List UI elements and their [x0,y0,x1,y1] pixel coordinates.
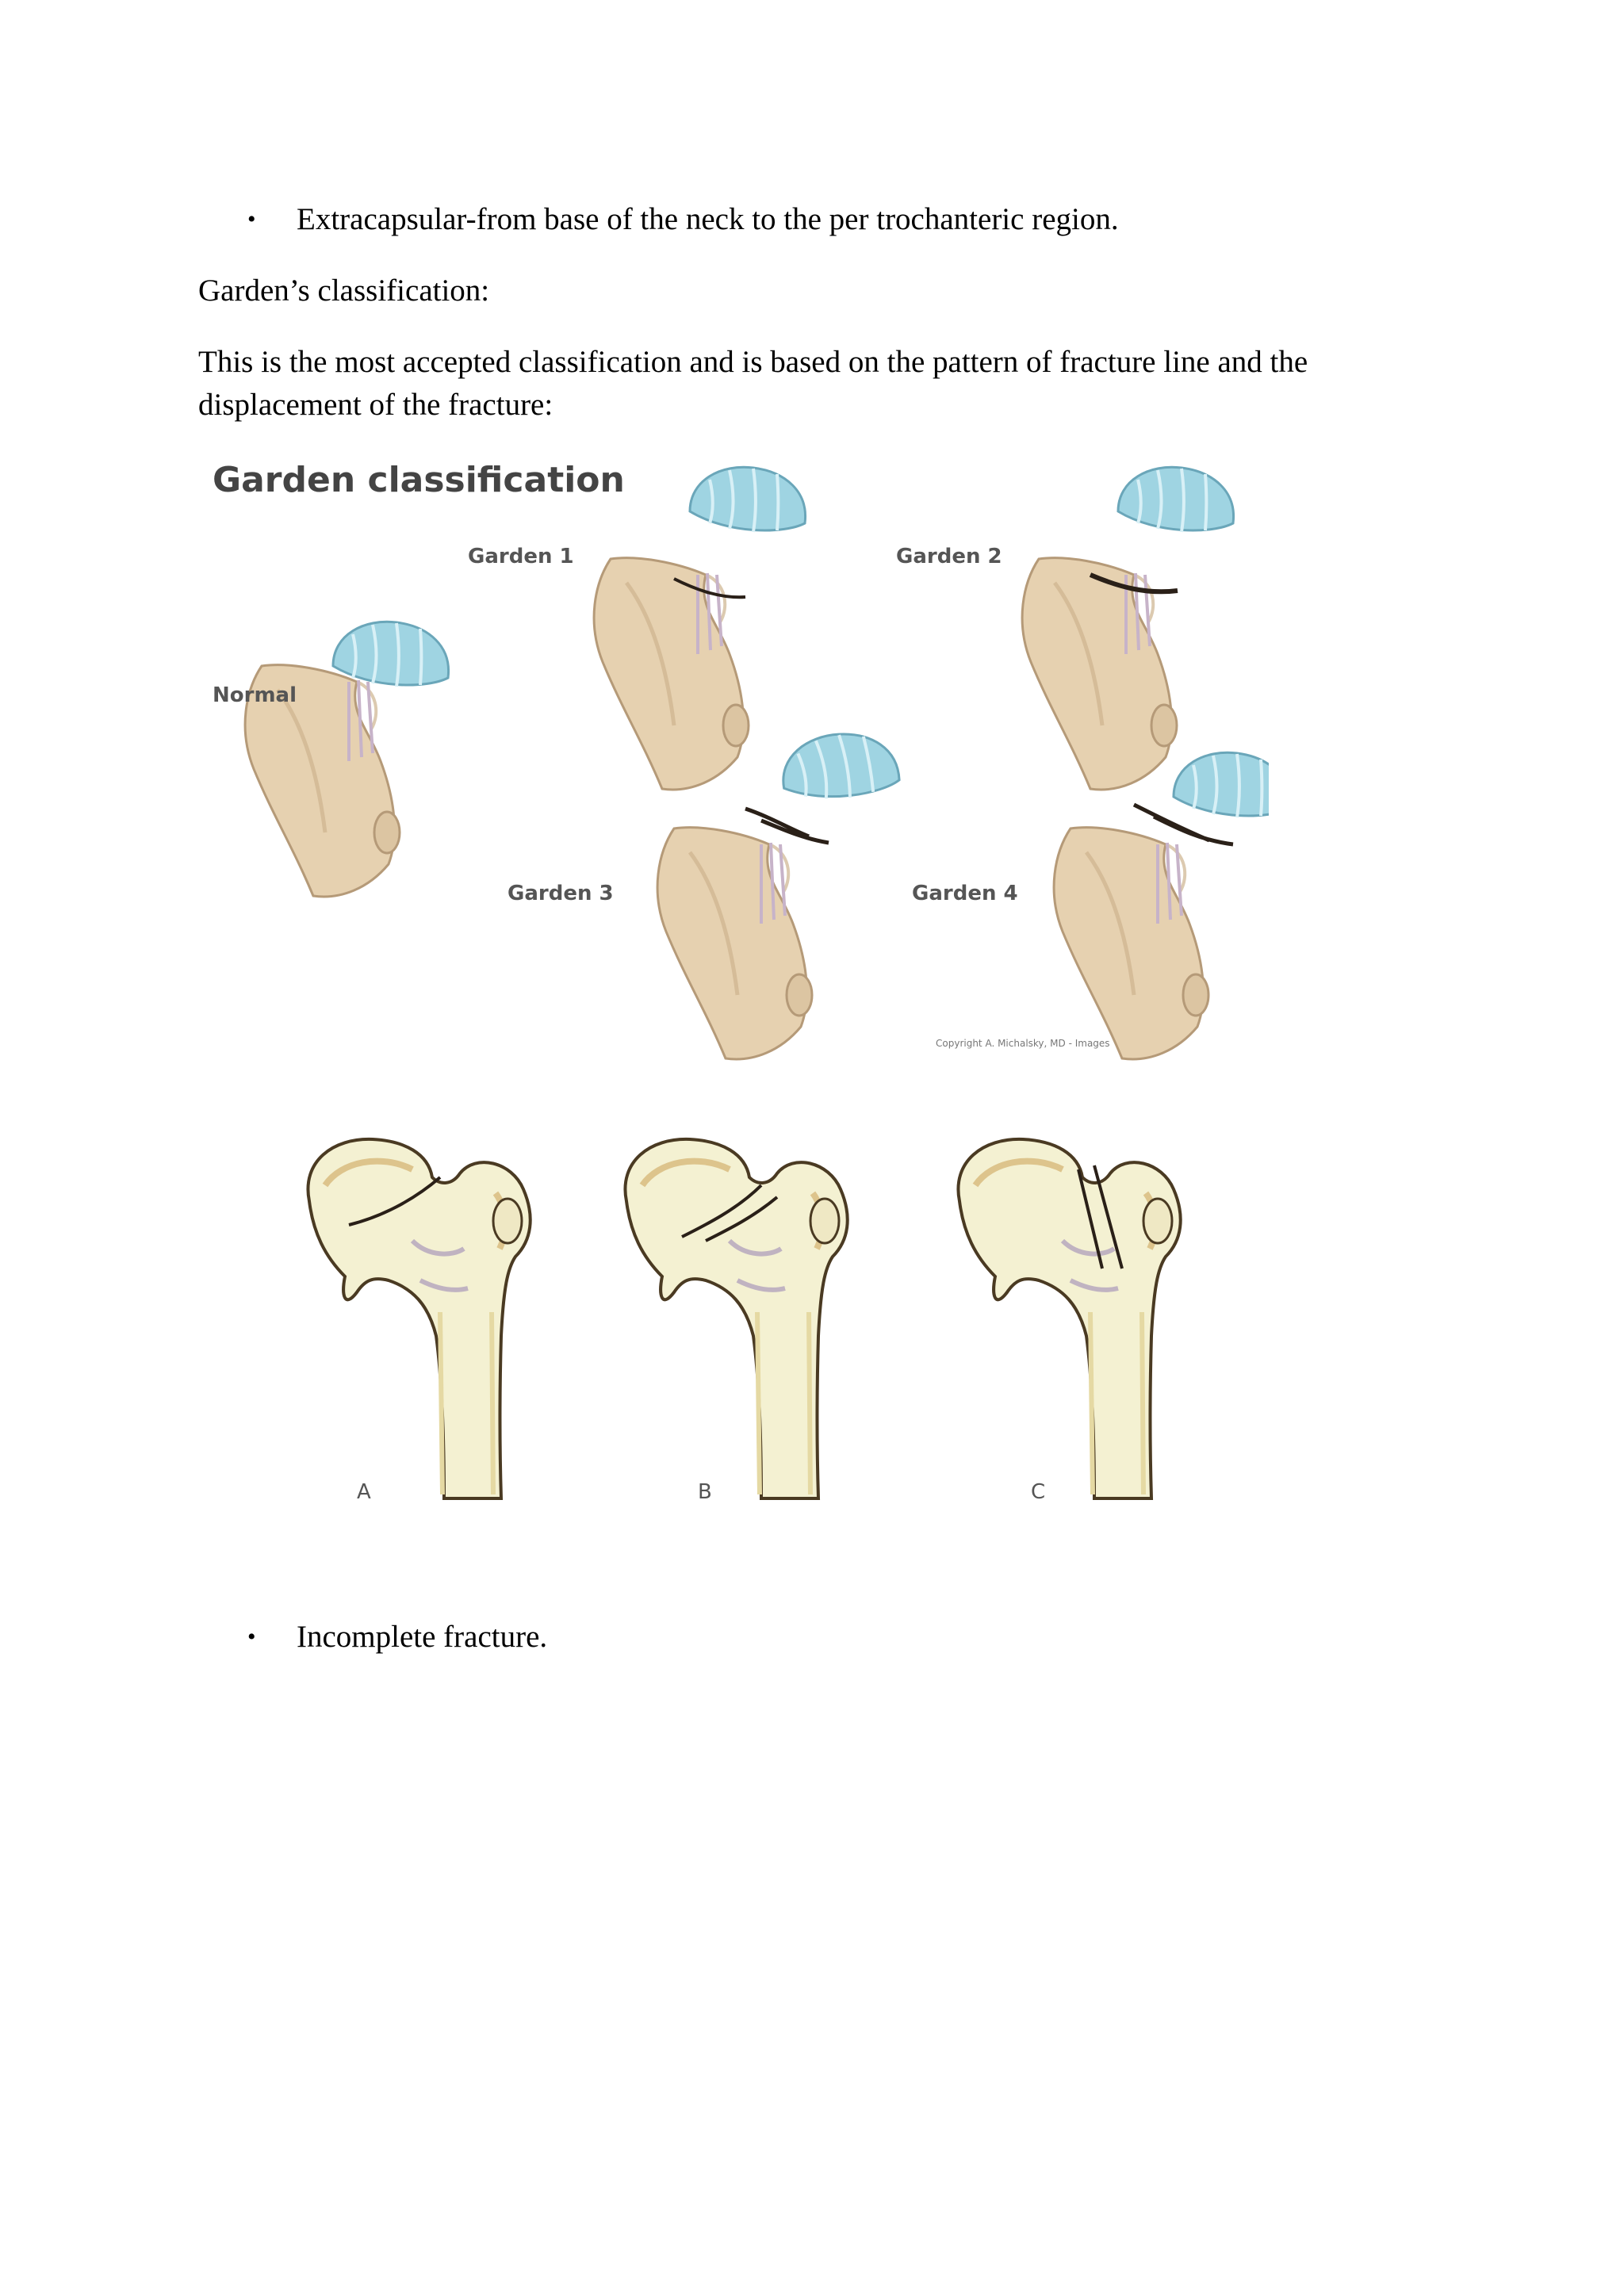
femur-a [308,1139,530,1498]
intro-paragraph: This is the most accepted classification and is based on the pattern of fracture line and the displacement of the fracture: [198,345,1308,422]
bullet-text-extracapsular: Extracapsular-from base of the neck to the per trochanteric region. [297,202,1119,236]
femur-garden-4 [1054,752,1269,1059]
femur-b [625,1139,847,1498]
label-c: C [1031,1480,1046,1504]
femur-abc-figure [278,1126,1269,1522]
label-a: A [357,1480,371,1504]
label-b: B [698,1480,712,1504]
bullet-marker: • [247,1624,256,1650]
femur-garden-1 [594,467,805,790]
figure-copyright: Copyright A. Michalsky, MD - Images [936,1038,1110,1049]
femur-abc-illustration [278,1126,1269,1522]
section-heading: Garden’s classification: [198,274,490,308]
femur-normal [245,622,448,897]
bullet-text-incomplete-fracture: Incomplete fracture. [297,1620,548,1654]
label-garden-3: Garden 3 [508,882,614,905]
femur-c [958,1139,1180,1498]
label-normal: Normal [213,683,297,707]
femur-garden-2 [1022,467,1233,790]
label-garden-2: Garden 2 [896,545,1002,568]
garden-figure-title: Garden classification [213,460,625,500]
garden-classification-illustration [198,456,1269,1066]
label-garden-1: Garden 1 [468,545,574,568]
label-garden-4: Garden 4 [912,882,1018,905]
bullet-marker: • [247,206,256,232]
garden-classification-figure [198,456,1269,1066]
